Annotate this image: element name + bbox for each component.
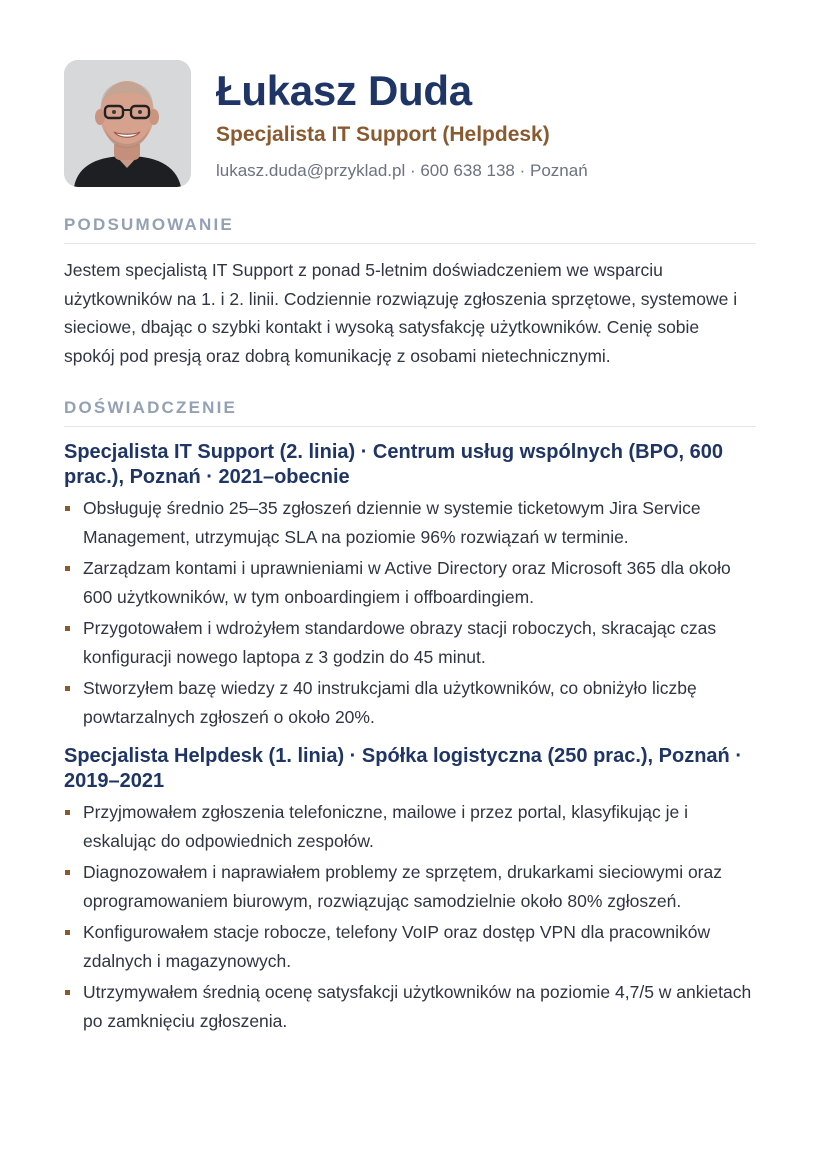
summary-text: Jestem specjalistą IT Support z ponad 5-letnim doświadczeniem we wsparciu użytkowników na 1. i 2. linii. Codziennie rozwiązuję zgłoszenia sprzętowe, systemowe i sieciowe, dbając o szybki kontakt i wysoką satysfakcję użytkowników. Cenię sobie spokój pod presją oraz dobrą komunikację z osobami nietechnicznymi.	[64, 260, 738, 366]
job-bullet	[64, 918, 756, 976]
job-bullet	[64, 494, 756, 552]
job-bullet	[64, 614, 756, 672]
contact-line: lukasz.duda@przyklad.pl · 600 638 138 · Poznań	[216, 161, 588, 180]
job-bullet-text: Przygotowałem i wdrożyłem standardowe obrazy stacji roboczych, skracając czas konfiguracji nowego laptopa z 3 godzin do 45 minut.	[83, 618, 717, 667]
job-bullets	[64, 798, 756, 1036]
job-bullet	[64, 978, 756, 1036]
job-bullet-text: Utrzymywałem średnią ocenę satysfakcji użytkowników na poziomie 4,7/5 w ankietach po zamknięciu zgłoszenia.	[83, 982, 752, 1031]
bullet-marker-icon	[65, 990, 70, 995]
resume-header	[64, 60, 756, 188]
job-bullet-text: Zarządzam kontami i uprawnieniami w Active Directory oraz Microsoft 365 dla około 600 użytkowników, w tym onboardingiem i offboardingiem.	[83, 558, 731, 607]
section-title-summary: PODSUMOWANIE	[64, 215, 756, 244]
bullet-marker-icon	[65, 930, 70, 935]
job-bullets	[64, 494, 756, 732]
bullet-marker-icon	[65, 566, 70, 571]
job-bullet-text: Stworzyłem bazę wiedzy z 40 instrukcjami dla użytkowników, co obniżyło liczbę powtarzalnych zgłoszeń o około 20%.	[83, 678, 697, 727]
job-bullet-text: Przyjmowałem zgłoszenia telefoniczne, mailowe i przez portal, klasyfikując je i eskalując do odpowiednich zespołów.	[83, 802, 688, 851]
candidate-name: Łukasz Duda	[216, 67, 472, 114]
section-title-experience: DOŚWIADCZENIE	[64, 398, 756, 427]
job-title: Specjalista Helpdesk (1. linia) · Spółka logistyczna (250 prac.), Poznań · 2019–2021	[64, 745, 742, 792]
experience-section	[64, 398, 756, 1036]
header-text	[216, 60, 588, 182]
job-title: Specjalista IT Support (2. linia) · Centrum usług wspólnych (BPO, 600 prac.), Poznań · 2021–obecnie	[64, 441, 723, 488]
bullet-marker-icon	[65, 686, 70, 691]
profile-photo	[64, 60, 191, 187]
job-bullet-text: Diagnozowałem i naprawiałem problemy ze sprzętem, drukarkami sieciowymi oraz oprogramowaniem biurowym, rozwiązując samodzielnie około 80% zgłoszeń.	[83, 862, 722, 911]
candidate-role: Specjalista IT Support (Helpdesk)	[216, 123, 550, 146]
summary-section	[64, 215, 756, 370]
job-bullet	[64, 798, 756, 856]
bullet-marker-icon	[65, 810, 70, 815]
bullet-marker-icon	[65, 870, 70, 875]
job-entry	[64, 440, 756, 732]
job-bullet	[64, 858, 756, 916]
bullet-marker-icon	[65, 506, 70, 511]
job-bullet-text: Obsługuję średnio 25–35 zgłoszeń dziennie w systemie ticketowym Jira Service Management, utrzymując SLA na poziomie 96% rozwiązań w terminie.	[83, 498, 701, 547]
bullet-marker-icon	[65, 626, 70, 631]
job-bullet	[64, 674, 756, 732]
job-entry	[64, 744, 756, 1036]
job-bullet-text: Konfigurowałem stacje robocze, telefony VoIP oraz dostęp VPN dla pracowników zdalnych i magazynowych.	[83, 922, 711, 971]
job-bullet	[64, 554, 756, 612]
resume-page	[64, 60, 756, 1038]
